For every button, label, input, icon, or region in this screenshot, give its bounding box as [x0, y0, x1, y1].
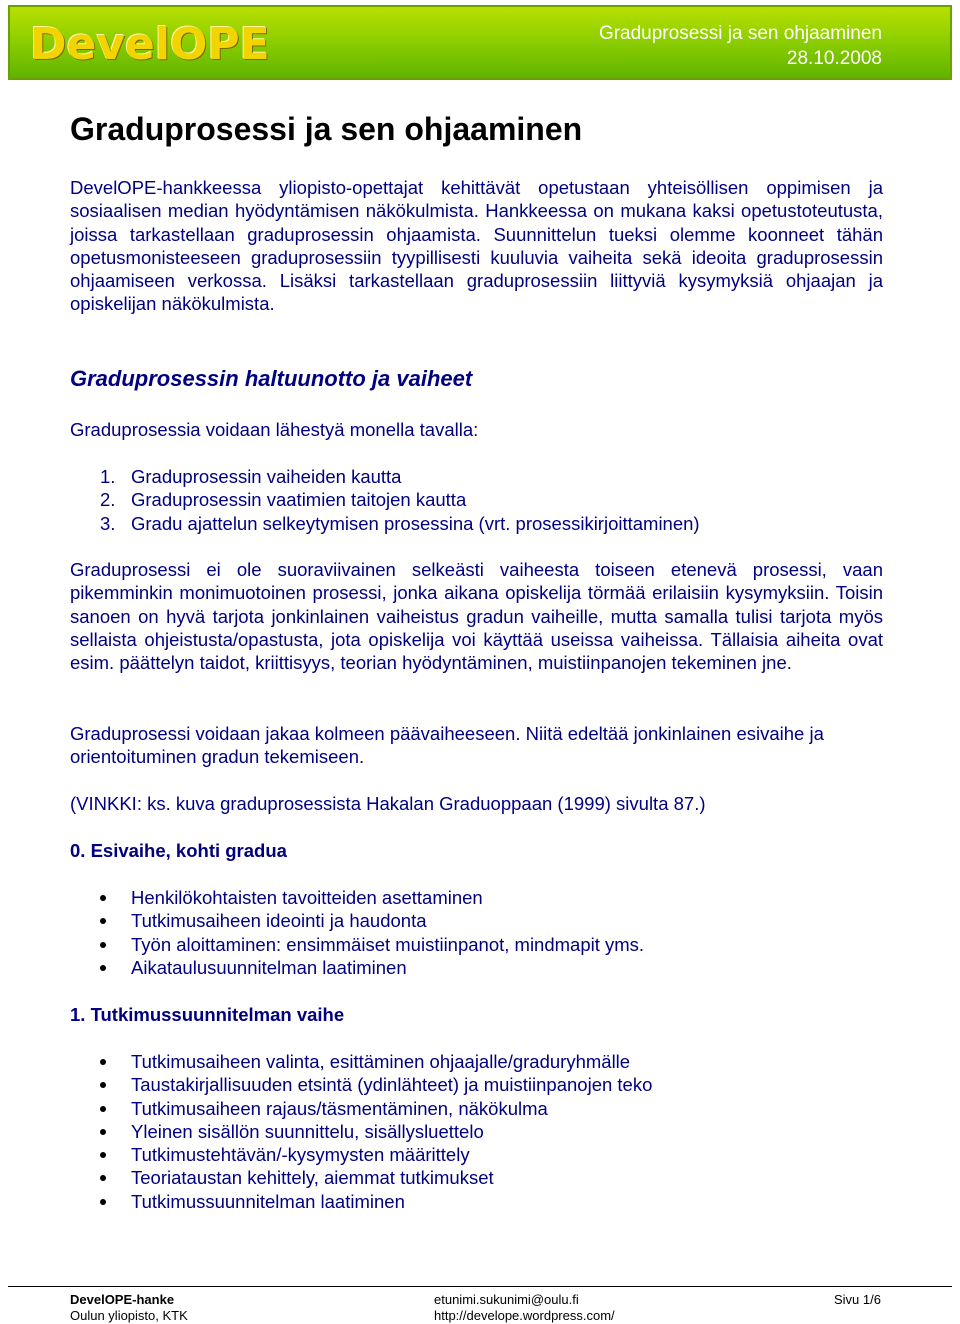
list-item: Tutkimusaiheen valinta, esittäminen ohjaajalle/graduryhmälle	[70, 1050, 652, 1073]
list-item: 1. Graduprosessin vaiheiden kautta	[100, 466, 402, 487]
list-item: Taustakirjallisuuden etsintä (ydinlähteet) ja muistiinpanojen teko	[70, 1073, 652, 1096]
bullet-icon	[100, 1152, 106, 1158]
bullet-icon	[100, 918, 106, 924]
list-item: Tutkimusaiheen ideointi ja haudonta	[70, 909, 644, 932]
intro-paragraph	[70, 176, 883, 316]
intro-blue-text: DevelOPE-hankkeessa yliopisto-opettajat kehittävät opetustaan yhteisöllisen oppimisen ja sosiaalisen median hyödyntämisen näkökulmista. Hankkeessa on mukana kaksi opetustoteutusta, joissa tarkastellaan graduprosessin ohjaamista.	[70, 177, 883, 245]
list-item: Tutkimussuunnitelman laatiminen	[70, 1190, 652, 1213]
list-item: 2. Graduprosessin vaatimien taitojen kautta	[100, 489, 467, 511]
page-title: Graduprosessi ja sen ohjaaminen	[70, 111, 583, 147]
footer-url[interactable]: http://develope.wordpress.com/	[434, 1308, 615, 1323]
section-heading: Graduprosessin haltuunotto ja vaiheet	[70, 366, 473, 391]
list-item: Henkilökohtaisten tavoitteiden asettaminen	[70, 886, 644, 909]
bullet-icon	[100, 1175, 106, 1181]
intro-text-2: Suunnittelun tueksi olemme koonneet tähän opetusmonisteeseen graduprosessiin tyypillisesti kuuluvia vaiheita sekä ideoita graduprosessin ohjaamiseen verkossa.	[70, 223, 883, 292]
list-item: Tutkimustehtävän/-kysymysten määrittely	[70, 1143, 652, 1166]
list-item: Teoriataustan kehittely, aiemmat tutkimukset	[70, 1166, 652, 1189]
approach-intro: Graduprosessia voidaan lähestyä monella tavalla:	[70, 419, 479, 440]
list-item: Aikataulusuunnitelman laatiminen	[70, 956, 644, 979]
footer-project: DevelOPE-hanke	[70, 1292, 175, 1307]
bullet-icon	[100, 895, 106, 901]
header-title: Graduprosessi ja sen ohjaaminen	[598, 23, 882, 44]
header-date: 28.10.2008	[786, 48, 882, 69]
header-banner	[8, 5, 952, 80]
footer-org: Oulun yliopisto, KTK	[70, 1308, 188, 1323]
phase0-heading: 0. Esivaihe, kohti gradua	[70, 840, 287, 861]
footer-page-number: Sivu 1/6	[834, 1292, 881, 1307]
hint-text: (VINKKI: ks. kuva graduprosessista Hakalan Graduoppaan (1999) sivulta 87.)	[70, 793, 706, 814]
footer-email[interactable]: etunimi.sukunimi@oulu.fi	[434, 1292, 579, 1307]
phase1-list	[70, 1050, 652, 1213]
bullet-icon	[100, 1199, 106, 1205]
phases-paragraph: Graduprosessi voidaan jakaa kolmeen päävaiheeseen. Niitä edeltää jonkinlainen esivaihe ja orientoituminen gradun tekemiseen.	[70, 723, 824, 768]
bullet-icon	[100, 1129, 106, 1135]
list-item: Työn aloittaminen: ensimmäiset muistiinpanot, mindmapit yms.	[70, 933, 644, 956]
list-item: Yleinen sisällön suunnittelu, sisällysluettelo	[70, 1120, 652, 1143]
approach-list	[70, 465, 700, 535]
bullet-icon	[100, 1082, 106, 1088]
footer-divider	[8, 1286, 952, 1287]
process-paragraph: Graduprosessi ei ole suoraviivainen selkeästi vaiheesta toiseen etenevä prosessi, vaan pikemminkin monimuotoinen prosessi, jonka aikana opiskelija törmää erilaisiin kysymyksiin. Toisin sanoen on hyvä tarjota jonkinlainen vaiheistus gradun vaiheille, mutta samalla tulisi tarjota myös sellaista ohjeistusta/opastusta, jota opiskelija voi käyttää useissa vaiheissa. Tällaisia aiheita ovat esim. päättelyn taidot, kriittisyys, teorian hyödyntäminen, muistiinpanojen tekeminen jne.	[70, 559, 883, 674]
bullet-icon	[100, 1106, 106, 1112]
list-item: 3. Gradu ajattelun selkeytymisen prosessina (vrt. prosessikirjoittaminen)	[100, 512, 700, 534]
bullet-icon	[100, 1059, 106, 1065]
bullet-icon	[100, 942, 106, 948]
phase1-heading: 1. Tutkimussuunnitelman vaihe	[70, 1004, 345, 1025]
develope-logo: DevelOPE	[30, 19, 270, 70]
list-item: Tutkimusaiheen rajaus/täsmentäminen, näkökulma	[70, 1097, 652, 1120]
bullet-icon	[100, 965, 106, 971]
intro-text-3: Lisäksi tarkastellaan graduprosessiin liittyviä kysymyksiä ohjaajan ja opiskelijan näkökulmista.	[70, 270, 883, 315]
phase0-list	[70, 886, 644, 979]
